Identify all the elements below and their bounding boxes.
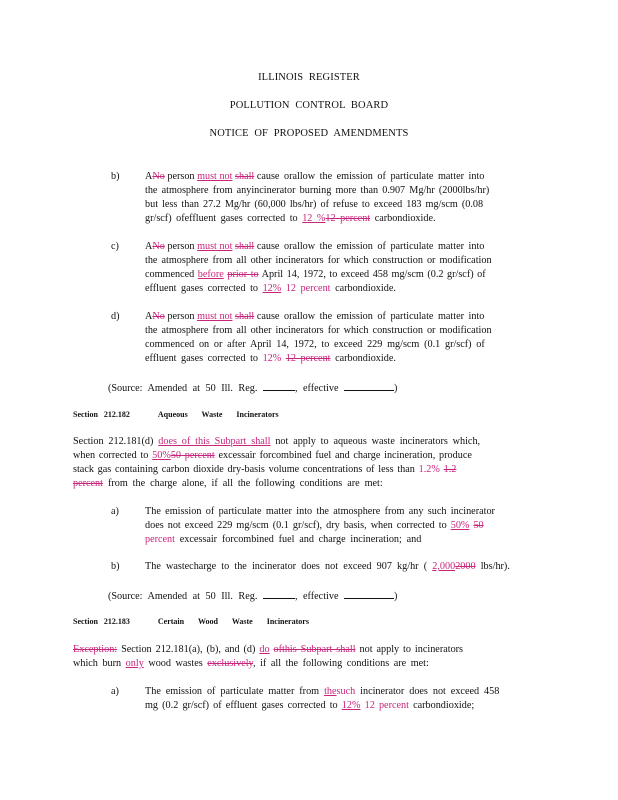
text: does not exceed 229 mg/scm (0.1 gr/scf), dry basis, when corrected to [145, 520, 447, 531]
text: person [167, 311, 195, 322]
text: lbs/hr). [480, 561, 510, 572]
deleted-text: No [152, 241, 165, 252]
text: gr/scf) ofeffluent gases corrected to [145, 213, 298, 224]
text: carbondioxide. [335, 353, 396, 364]
text: The wastecharge to the incinerator does not exceed 907 kg/hr ( [145, 561, 428, 572]
deleted-text: shall [235, 171, 255, 182]
sec1-a-line2 [145, 520, 484, 531]
header-notice: NOTICE OF PROPOSED AMENDMENTS [209, 128, 409, 139]
deleted-text: prior to [227, 269, 259, 280]
deleted-text: percent [73, 478, 103, 489]
para-b-line2: the atmosphere from anyincinerator burning more than 0.907 Mg/hr (2000lbs/hr) [145, 185, 490, 196]
text: (Source: Amended at 50 Ill. Reg. [108, 591, 258, 602]
para-d-line4 [145, 353, 396, 364]
text: carbondioxide. [374, 213, 436, 224]
inserted-text: must not [197, 241, 233, 252]
text: carbondioxide. [335, 283, 396, 294]
text: A [145, 311, 153, 322]
text: April 14, 1972, to exceed 458 mg/scm (0.2 gr/scf) of [261, 269, 486, 280]
text: Section 212.181(a), (b), and (d) [121, 644, 256, 655]
blank-line [263, 589, 295, 599]
text: which burn [73, 658, 122, 669]
sec1-line3 [73, 464, 456, 475]
text: A [145, 241, 153, 252]
text: person [167, 171, 195, 182]
deleted-text: Exception: [73, 644, 118, 655]
header-register: ILLINOIS REGISTER [258, 72, 360, 83]
text: person [167, 241, 195, 252]
section-title: Certain Wood Waste Incinerators [157, 617, 309, 626]
text: , if all the following conditions are met: [252, 658, 429, 669]
blank-line [344, 381, 394, 391]
deleted-text: exclusively [207, 658, 253, 669]
text: mg (0.2 gr/scf) of effluent gases corrected to [145, 700, 338, 711]
text: effluent gases corrected to [145, 353, 259, 364]
inserted-text: 12% [262, 353, 282, 364]
para-c-line4 [145, 283, 396, 294]
header-board: POLLUTION CONTROL BOARD [229, 100, 389, 111]
section-heading-212-182 [73, 410, 279, 419]
sec1-line4 [73, 478, 383, 489]
deleted-text: 1.2 [443, 464, 457, 475]
text: cause orallow the emission of particulate matter into [256, 241, 485, 252]
text: not apply to aqueous waste incinerators which, [275, 436, 481, 447]
text: (Source: Amended at 50 Ill. Reg. [108, 383, 258, 394]
sec1-b-label: b) [111, 561, 120, 572]
text: incinerator does not exceed 458 [360, 686, 500, 697]
inserted-text: before [197, 269, 224, 280]
sec2-a-line2 [145, 700, 474, 711]
deleted-text: 12 percent [285, 353, 331, 364]
deleted-text: 50 percent [170, 450, 215, 461]
inserted-text: 12 % [302, 213, 326, 224]
text: wood wastes [148, 658, 203, 669]
text: from the charge alone, if all the following conditions are met: [107, 478, 383, 489]
inserted-text: 12% [341, 700, 361, 711]
source-note-2 [108, 589, 397, 602]
text: , effective [294, 383, 339, 394]
para-b-line3: but less than 27.2 Mg/hr (60,000 lbs/hr) of refuse to exceed 183 mg/scm (0.08 [145, 199, 484, 210]
text: ) [394, 383, 398, 394]
deleted-text: shall [235, 311, 255, 322]
blank-line [263, 381, 295, 391]
section-title: Aqueous Waste Incinerators [157, 410, 279, 419]
deleted-text: No [152, 311, 165, 322]
section-number: Section 212.183 [73, 617, 130, 626]
text: commenced [145, 269, 195, 280]
inserted-text: 50% [450, 520, 470, 531]
deleted-text: 2000 [455, 561, 476, 572]
sec1-line2 [73, 450, 472, 461]
sec2-a-line1 [145, 686, 499, 697]
deleted-text: No [152, 171, 165, 182]
source-note-1 [108, 381, 397, 394]
deleted-text: ofthis Subpart shall [273, 644, 356, 655]
text: The emission of particulate matter from [145, 686, 320, 697]
text: Section 212.181(d) [73, 436, 154, 447]
para-c-line1 [145, 241, 484, 252]
inserted-text: 1.2% [418, 464, 440, 475]
sec1-b-line1 [145, 561, 510, 572]
sec2-line2 [73, 658, 429, 669]
text: cause orallow the emission of particulate matter into [256, 171, 485, 182]
inserted-text: 12 percent [285, 283, 331, 294]
para-d-label: d) [111, 311, 120, 322]
para-c-line3 [145, 269, 486, 280]
para-c-line2: the atmosphere from all other incinerators for which construction or modification [145, 255, 492, 266]
inserted-text: 2,000 [432, 561, 456, 572]
section-heading-212-183 [73, 617, 309, 626]
para-c-label: c) [111, 241, 119, 252]
sec1-a-label: a) [111, 506, 119, 517]
inserted-text: the [324, 686, 337, 697]
text: excessair forcombined fuel and charge incineration; and [179, 534, 422, 545]
text: excessair forcombined fuel and charge incineration, produce [218, 450, 472, 461]
inserted-text: 50% [152, 450, 171, 461]
deleted-text: 12 percent [325, 213, 371, 224]
inserted-text: only [125, 658, 144, 669]
sec1-a-line3 [145, 534, 421, 545]
text: effluent gases corrected to [145, 283, 259, 294]
deleted-text: shall [235, 241, 255, 252]
para-d-line1 [145, 311, 484, 322]
sec2-line1 [73, 644, 463, 655]
text: ) [394, 591, 398, 602]
sec2-a-label: a) [111, 686, 119, 697]
text: carbondioxide; [413, 700, 475, 711]
inserted-text: 12% [262, 283, 282, 294]
sec1-a-line1: The emission of particulate matter into the atmosphere from any such incinerator [145, 506, 495, 517]
text: cause orallow the emission of particulate matter into [256, 311, 485, 322]
inserted-text: must not [197, 311, 233, 322]
inserted-text: percent [145, 534, 175, 545]
para-b-line4 [145, 213, 436, 224]
para-b-line1 [145, 171, 484, 182]
para-d-line3: commenced on or after April 14, 1972, to exceed 229 mg/scm (0.1 gr/scf) of [145, 339, 485, 350]
inserted-text: do [259, 644, 270, 655]
deleted-text: 50 [473, 520, 484, 531]
inserted-text: must not [197, 171, 233, 182]
text: , effective [294, 591, 339, 602]
section-number: Section 212.182 [73, 410, 130, 419]
inserted-text: 12 percent [364, 700, 409, 711]
text: when corrected to [73, 450, 149, 461]
sec1-line1 [73, 436, 480, 447]
para-b-label: b) [111, 171, 120, 182]
text: A [145, 171, 153, 182]
para-d-line2: the atmosphere from all other incinerators for which construction or modification [145, 325, 492, 336]
inserted-text: does of this Subpart shall [158, 436, 271, 447]
text: not apply to incinerators [359, 644, 464, 655]
text: stack gas containing carbon dioxide dry-basis volume concentrations of less than [73, 464, 415, 475]
deleted-text: such [336, 686, 356, 697]
blank-line [344, 589, 394, 599]
